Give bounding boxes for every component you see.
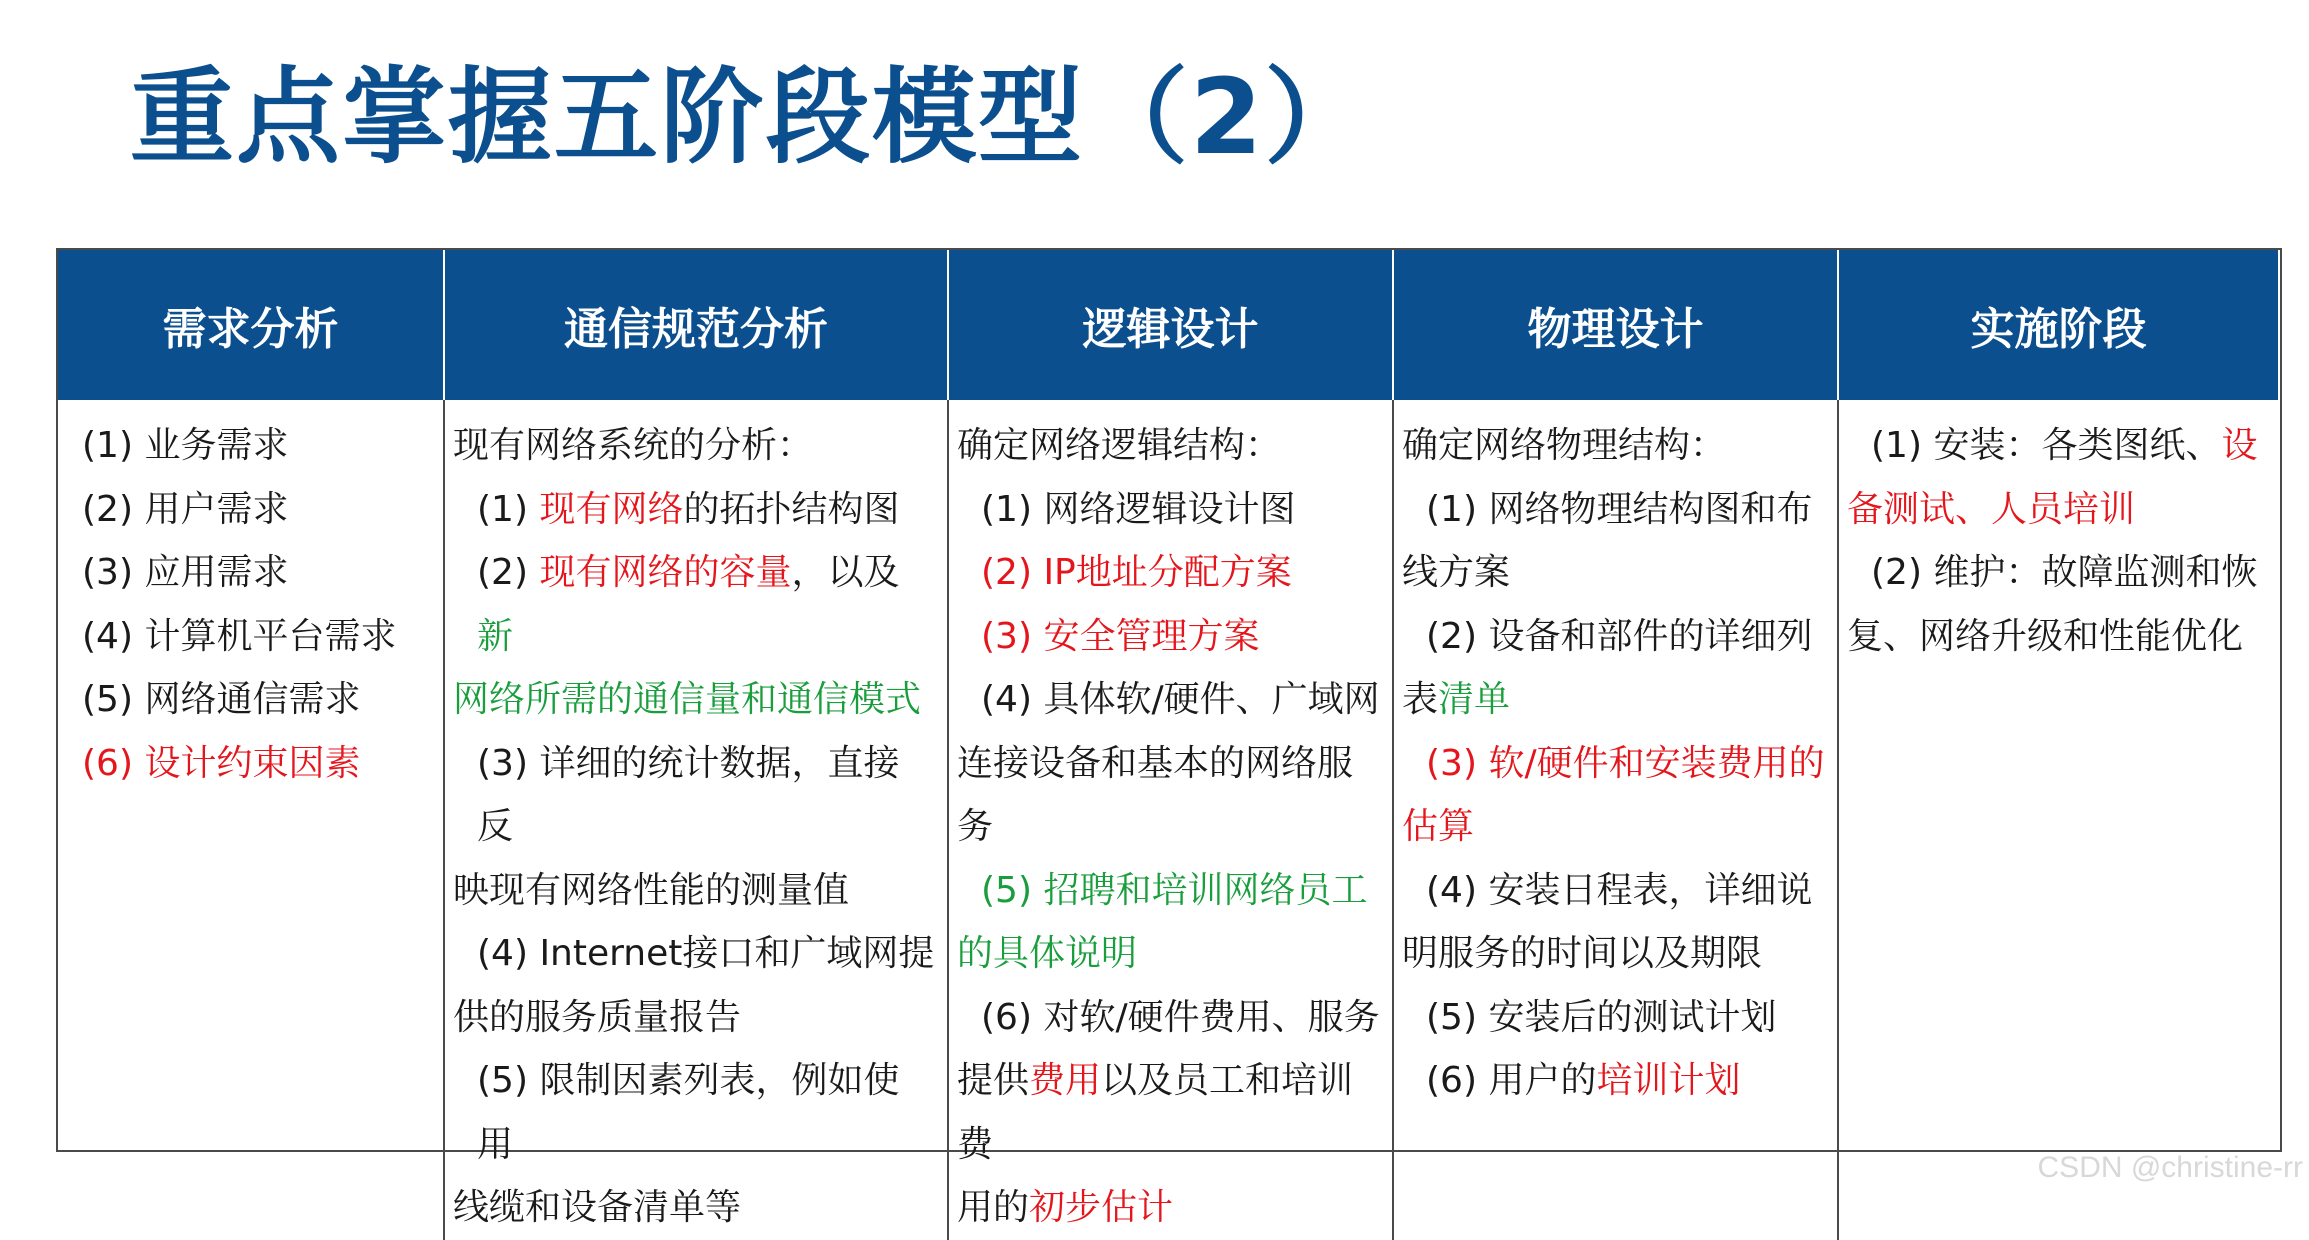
- list-item-highlighted: (3) 安全管理方案: [981, 615, 1260, 657]
- list-item-continuation: 复、网络升级和性能优化: [1847, 615, 2244, 657]
- list-item-continuation: 备测试、人员培训: [1847, 488, 2136, 530]
- list-item-highlighted: (5) 招聘和培训网络员工: [981, 869, 1368, 911]
- list-item: (5) 限制因素列表，例如使用: [477, 1060, 900, 1165]
- list-item: (3) 应用需求: [82, 552, 289, 593]
- cell-physical-design: [1394, 400, 1839, 1240]
- list-item-highlighted: (6) 设计约束因素: [82, 742, 361, 784]
- list-item-continuation: 用的初步估计: [957, 1187, 1174, 1228]
- list-item-continuation: 线方案: [1402, 552, 1511, 593]
- list-item: (5) 网络通信需求: [82, 679, 361, 720]
- list-item: (1) 网络物理结构图和布: [1426, 488, 1813, 530]
- list-item: (3) 详细的统计数据，直接反: [477, 742, 900, 847]
- list-item-continuation: 估算: [1402, 806, 1475, 847]
- cell-intro: 确定网络物理结构：: [1402, 425, 1727, 466]
- list-item-continuation: 网络所需的通信量和通信模式: [453, 679, 922, 720]
- list-item: (4) Internet接口和广域网提: [477, 933, 935, 974]
- header-logical-design: 逻辑设计: [949, 250, 1394, 400]
- header-requirements-analysis: 需求分析: [58, 250, 445, 400]
- list-item: (2) 维护：故障监测和恢: [1871, 552, 2258, 593]
- list-item: (6) 对软/硬件费用、服务: [981, 996, 1380, 1038]
- cell-communication-spec-analysis: [445, 400, 949, 1240]
- header-implementation-stage: 实施阶段: [1839, 250, 2280, 400]
- list-item-highlighted: (2) IP地址分配方案: [981, 552, 1292, 593]
- cell-intro: 现有网络系统的分析：: [453, 425, 814, 466]
- list-item-continuation: 提供费用以及员工和培训费: [957, 1060, 1354, 1165]
- header-communication-spec-analysis: 通信规范分析: [445, 250, 949, 400]
- list-item-continuation: 明服务的时间以及期限: [1402, 933, 1763, 974]
- list-item: (1) 安装：各类图纸、设: [1871, 425, 2258, 466]
- list-item-continuation: 连接设备和基本的网络服务: [957, 742, 1354, 847]
- list-item: (4) 计算机平台需求: [82, 615, 397, 657]
- cell-requirements-analysis: [58, 400, 445, 1240]
- page-title: 重点掌握五阶段模型（2）: [130, 56, 1371, 178]
- list-item: (2) 现有网络的容量，以及新: [477, 552, 900, 657]
- list-item: (2) 用户需求: [82, 488, 289, 530]
- cell-logical-design: [949, 400, 1394, 1240]
- header-physical-design: 物理设计: [1394, 250, 1839, 400]
- list-item-continuation: 供的服务质量报告: [453, 996, 742, 1038]
- watermark: CSDN @christine-rr: [2037, 1151, 2303, 1184]
- list-item-continuation: 表清单: [1402, 679, 1511, 720]
- list-item: (6) 用户的培训计划: [1426, 1060, 1741, 1101]
- list-item-continuation: 映现有网络性能的测量值: [453, 869, 850, 911]
- list-item-continuation: 的具体说明: [957, 933, 1138, 974]
- list-item: (4) 安装日程表，详细说: [1426, 869, 1813, 911]
- list-item-highlighted: (3) 软/硬件和安装费用的: [1426, 742, 1825, 784]
- cell-intro: 确定网络逻辑结构：: [957, 425, 1282, 466]
- list-item: (2) 设备和部件的详细列: [1426, 615, 1813, 657]
- cell-implementation-stage: [1839, 400, 2280, 1240]
- list-item: (1) 业务需求: [82, 425, 289, 466]
- list-item-continuation: 线缆和设备清单等: [453, 1187, 742, 1228]
- list-item: (1) 网络逻辑设计图: [981, 488, 1296, 530]
- list-item: (5) 安装后的测试计划: [1426, 996, 1777, 1038]
- list-item: (4) 具体软/硬件、广域网: [981, 679, 1380, 720]
- list-item: (1) 现有网络的拓扑结构图: [477, 488, 900, 530]
